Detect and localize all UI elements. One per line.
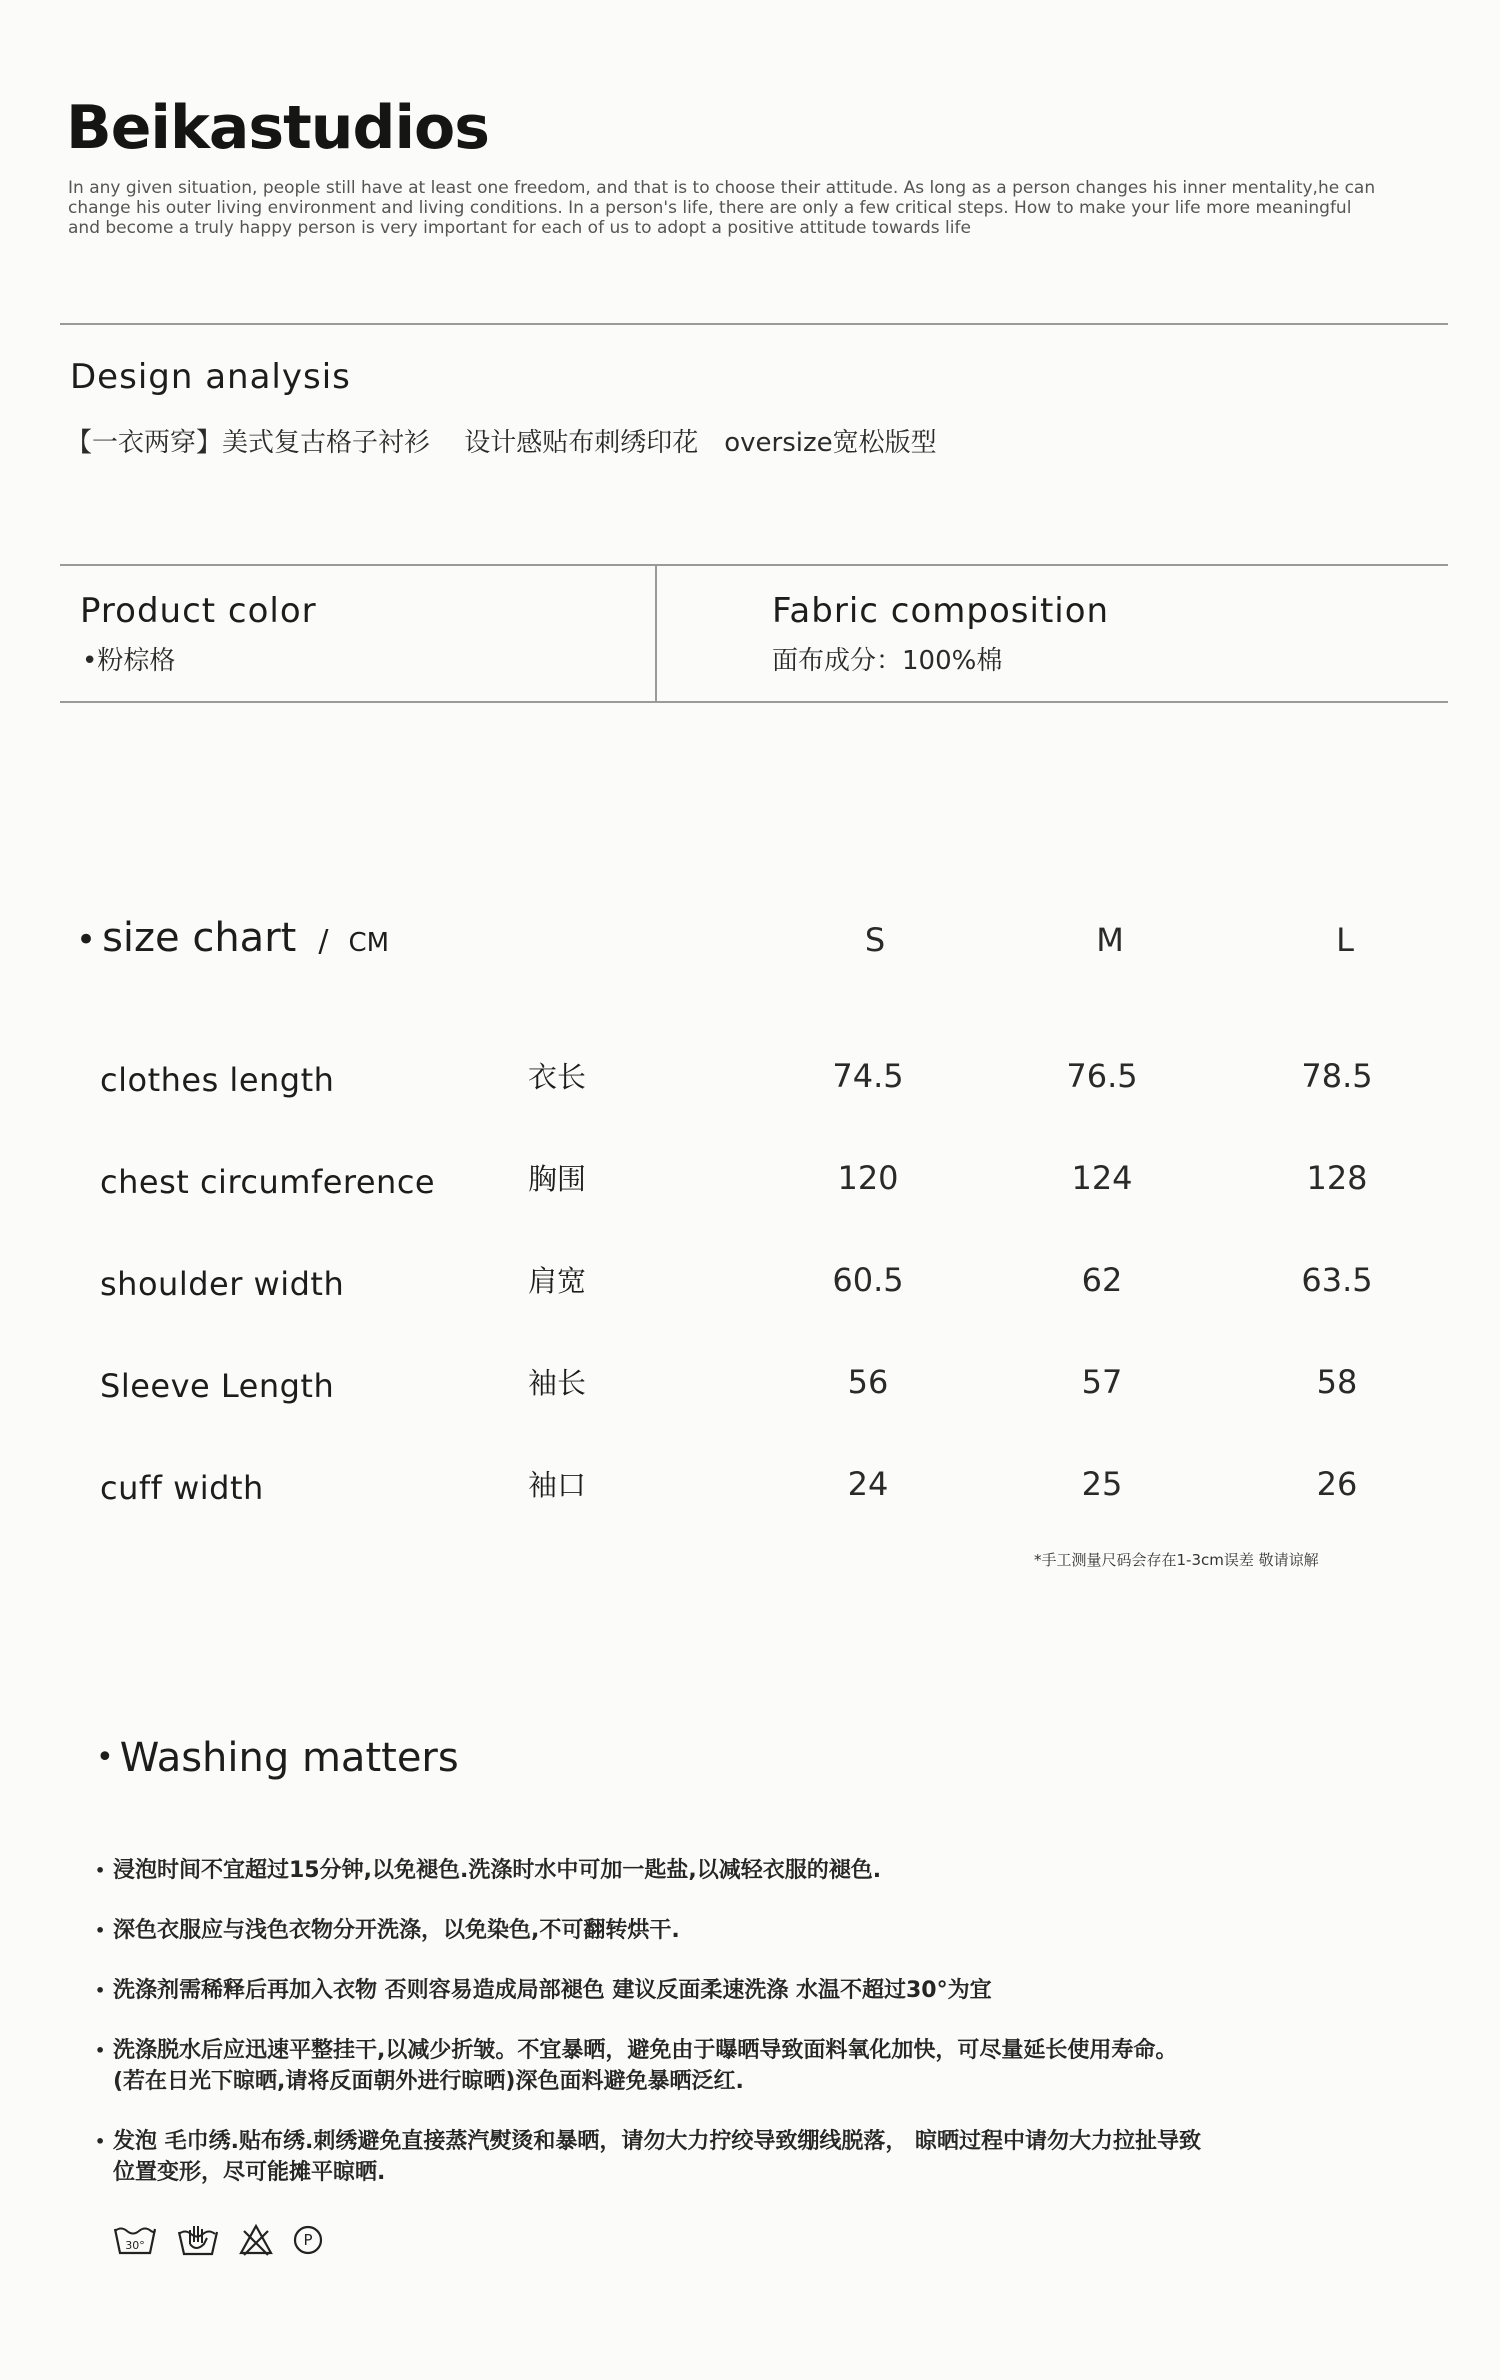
- size-chart-heading: [76, 915, 390, 961]
- wash-text: 深色衣服应与浅色衣物分开洗涤，以免染色,不可翻转烘干.: [113, 1918, 680, 1943]
- wash-text: 发泡 毛巾绣.贴布绣.刺绣避免直接蒸汽熨烫和暴晒，请勿大力拧绞导致绷线脱落， 晾晒过程中请勿大力拉扯导致 位置变形，尽可能摊平晾晒.: [113, 2129, 1202, 2185]
- list-item: [95, 1975, 1413, 2006]
- cell-value: 120: [837, 1159, 899, 1197]
- cell-value: 63.5: [1301, 1261, 1373, 1299]
- design-title: Design analysis: [70, 357, 351, 397]
- size-chart-slash: /: [318, 924, 329, 959]
- row-label-cn: 胸围: [528, 1162, 587, 1196]
- list-item: [95, 2035, 1413, 2097]
- brand-logo: Beikastudios: [66, 93, 489, 163]
- bullet: •: [95, 2041, 106, 2060]
- design-text: 【一衣两穿】美式复古格子衬衫 设计感贴布刺绣印花 oversize宽松版型: [66, 428, 937, 458]
- row-label-cn: 肩宽: [528, 1264, 587, 1298]
- bullet: •: [95, 1921, 106, 1940]
- cell-value: 78.5: [1301, 1057, 1373, 1095]
- divider: [60, 323, 1448, 325]
- cell-value: 56: [847, 1363, 889, 1401]
- bullet: •: [76, 920, 97, 960]
- row-label-cn: 衣长: [528, 1060, 587, 1094]
- cell-value: 24: [847, 1465, 889, 1503]
- wash-temp-label: 30°: [125, 2239, 145, 2252]
- size-label-s: S: [864, 921, 886, 959]
- size-label-m: M: [1096, 921, 1124, 959]
- bullet: •: [95, 1861, 106, 1880]
- bullet: •: [95, 1981, 106, 2000]
- cell-value: 74.5: [832, 1057, 904, 1095]
- washing-list: [95, 1855, 1413, 2188]
- list-item: [95, 2126, 1413, 2188]
- wash-30-icon: [112, 2223, 158, 2257]
- cell-value: 26: [1316, 1465, 1358, 1503]
- cell-value: 57: [1081, 1363, 1123, 1401]
- fabric-title: Fabric composition: [772, 591, 1110, 631]
- row-label-cn: 袖口: [528, 1468, 587, 1502]
- size-chart-unit: CM: [348, 928, 390, 958]
- color-value: 粉棕格: [97, 646, 176, 676]
- bullet: •: [96, 1740, 114, 1775]
- size-chart-title: size chart: [102, 915, 297, 961]
- row-label-en: cuff width: [100, 1469, 264, 1507]
- cell-value: 25: [1081, 1465, 1123, 1503]
- row-label-en: shoulder width: [100, 1265, 345, 1303]
- washing-heading: [96, 1735, 459, 1781]
- cell-value: 62: [1081, 1261, 1123, 1299]
- cell-value: 60.5: [832, 1261, 904, 1299]
- row-label-en: Sleeve Length: [100, 1367, 335, 1405]
- product-color-title: Product color: [80, 591, 317, 631]
- dry-clean-p-icon: [292, 2224, 324, 2256]
- cell-value: 58: [1316, 1363, 1358, 1401]
- row-label-cn: 袖长: [528, 1366, 587, 1400]
- wash-text: 洗涤剂需稀释后再加入衣物 否则容易造成局部褪色 建议反面柔速洗涤 水温不超过30°为宜: [113, 1978, 992, 2003]
- brand-intro: In any given situation, people still have at least one freedom, and that is to choose their attitude. As long as a person changes his inner mentality,he can change his outer living environment and living conditions. In a person's life, there are only a few critical steps. How to make your life more meaningful and become a truly happy person is very important for each of us to adopt a positive attitude towards life: [68, 178, 1376, 238]
- dry-clean-letter: P: [303, 2231, 313, 2249]
- fabric-value: 面布成分：100%棉: [772, 646, 1003, 676]
- wash-text: 浸泡时间不宜超过15分钟,以免褪色.洗涤时水中可加一匙盐,以减轻衣服的褪色.: [113, 1858, 882, 1883]
- bullet: •: [82, 646, 98, 676]
- cell-value: 124: [1071, 1159, 1133, 1197]
- divider: [60, 701, 1448, 703]
- hand-wash-icon: [176, 2222, 220, 2258]
- divider-vertical: [655, 564, 657, 702]
- bullet: •: [95, 2132, 106, 2151]
- cell-value: 76.5: [1066, 1057, 1138, 1095]
- row-label-en: chest circumference: [100, 1163, 436, 1201]
- no-bleach-icon: [238, 2223, 274, 2257]
- list-item: [95, 1915, 1413, 1946]
- size-note: *手工测量尺码会存在1-3cm误差 敬请谅解: [1034, 1551, 1319, 1569]
- product-color-value: [82, 648, 175, 674]
- wash-text: 洗涤脱水后应迅速平整挂干,以减少折皱。不宜暴晒，避免由于曝晒导致面料氧化加快，可尽量延长使用寿命。 (若在日光下晾晒,请将反面朝外进行晾晒)深色面料避免暴晒泛红.: [113, 2038, 1178, 2094]
- cell-value: 128: [1306, 1159, 1368, 1197]
- washing-title: Washing matters: [119, 1735, 459, 1781]
- row-label-en: clothes length: [100, 1061, 335, 1099]
- care-icons: [112, 2222, 324, 2258]
- list-item: [95, 1855, 1413, 1886]
- divider: [60, 564, 1448, 566]
- size-label-l: L: [1336, 921, 1354, 959]
